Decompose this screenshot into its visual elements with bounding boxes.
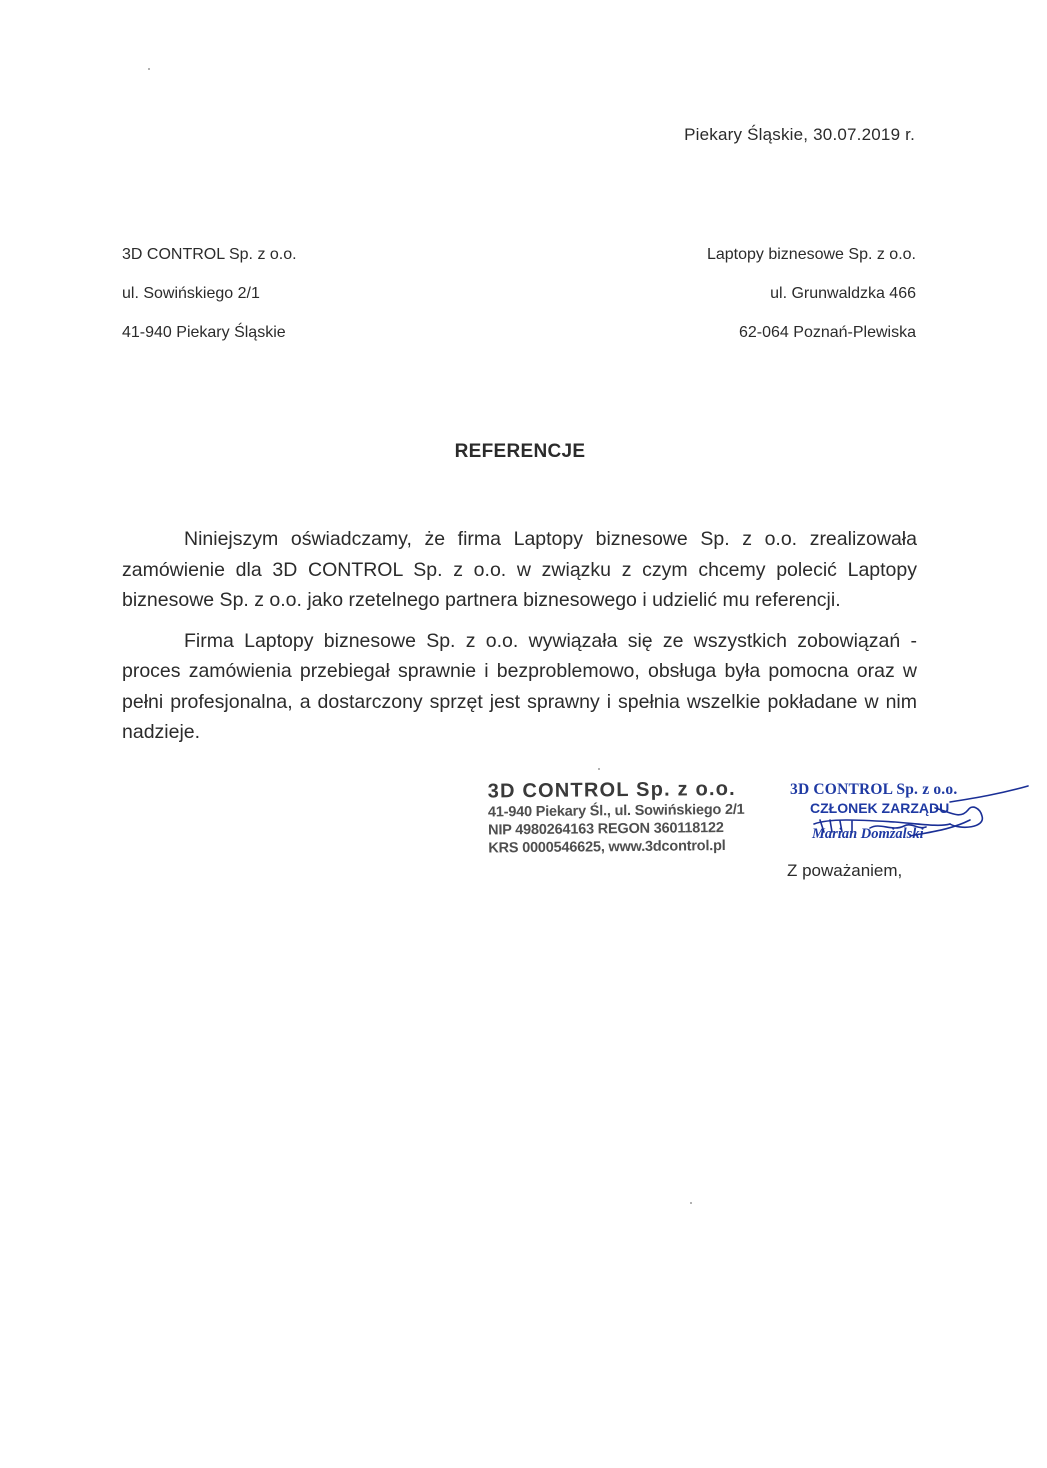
place-date: Piekary Śląskie, 30.07.2019 r. bbox=[684, 125, 915, 144]
recipient-company: Laptopy biznesowe Sp. z o.o. bbox=[706, 246, 916, 263]
document-title: REFERENCJE bbox=[454, 441, 586, 462]
stamp-tax-ids: NIP 4980264163 REGON 360118122 bbox=[488, 820, 724, 839]
sender-city: 41-940 Piekary Śląskie bbox=[122, 324, 286, 341]
sender-address bbox=[122, 245, 297, 362]
recipient-street: ul. Grunwaldzka 466 bbox=[770, 285, 916, 302]
stamp-address: 41-940 Piekary Śl., ul. Sowińskiego 2/1 bbox=[487, 801, 745, 821]
stamp-company-name: 3D CONTROL Sp. z o.o. bbox=[487, 777, 736, 803]
body-paragraph-1: Niniejszym oświadczamy, że firma Laptopy biznesowe Sp. z o.o. zrealizowała zamówienie dla 3D CONTROL Sp. z o.o. w związku z czym chcemy polecić Laptopy biznesowe Sp. z o.o. jako rzetelnego partnera biznesowego i udzielić mu referencji. bbox=[122, 528, 917, 611]
recipient-city: 62-064 Poznań-Plewiska bbox=[739, 324, 916, 341]
signature-stamp-name: Marian Domżalski bbox=[812, 826, 924, 842]
handwritten-signature bbox=[800, 780, 1035, 860]
closing-regards: Z poważaniem, bbox=[787, 861, 903, 880]
signature-stamp-company: 3D CONTROL Sp. z o.o. bbox=[790, 781, 958, 798]
scan-speck bbox=[690, 1202, 692, 1204]
sender-company: 3D CONTROL Sp. z o.o. bbox=[122, 246, 297, 263]
sender-street: ul. Sowińskiego 2/1 bbox=[122, 285, 260, 302]
scan-speck bbox=[598, 768, 600, 770]
signature-stamp-role: CZŁONEK ZARZĄDU bbox=[810, 800, 950, 816]
recipient-address bbox=[707, 245, 916, 362]
body-paragraph-2: Firma Laptopy biznesowe Sp. z o.o. wywiązała się ze wszystkich zobowiązań - proces zamówienia przebiegał sprawnie i bezproblemowo, obsługa była pomocna oraz w pełni profesjonalna, a dostarczony sprzęt jest sprawny i spełnia wszelkie pokładane w nim nadzieje. bbox=[122, 629, 917, 743]
scan-speck bbox=[148, 68, 150, 70]
letter-body bbox=[122, 524, 917, 758]
stamp-krs-web: KRS 0000546625, www.3dcontrol.pl bbox=[488, 838, 726, 857]
company-stamp bbox=[488, 777, 774, 858]
